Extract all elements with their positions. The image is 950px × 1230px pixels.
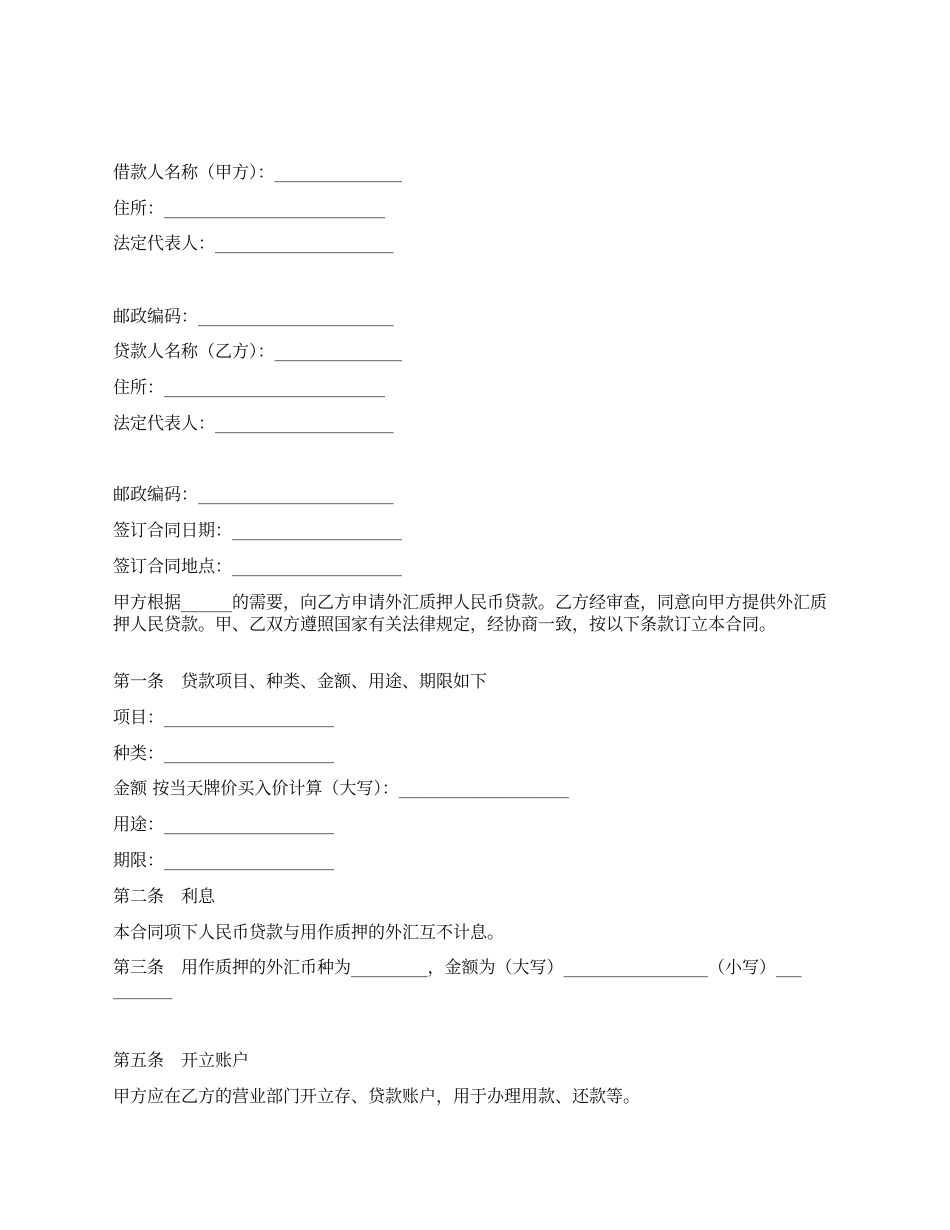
sign-place-field: 签订合同地点：____________________ bbox=[113, 557, 402, 577]
article-3-body: 第三条 用作质押的外汇币种为_________，金额为（大写）_________________（小写）__________ bbox=[113, 958, 802, 1000]
contract-preamble: 甲方根据______的需要，向乙方申请外汇质押人民币贷款。乙方经审查，同意向甲方提供外汇质押人民贷款。甲、乙双方遵照国家有关法律规定，经协商一致，按以下条款订立本合同。 bbox=[113, 593, 827, 635]
article-1-title: 第一条 贷款项目、种类、金额、用途、期限如下 bbox=[113, 672, 487, 692]
article-2-body: 本合同项下人民币贷款与用作质押的外汇互不计息。 bbox=[113, 923, 504, 943]
item-project-field: 项目：____________________ bbox=[113, 708, 334, 728]
lender-name-field: 贷款人名称（乙方）：_______________ bbox=[113, 342, 402, 362]
sign-date-field: 签订合同日期：____________________ bbox=[113, 521, 402, 541]
lender-postcode-field: 邮政编码：_______________________ bbox=[113, 485, 394, 505]
article-2-title: 第二条 利息 bbox=[113, 887, 215, 907]
item-purpose-field: 用途：____________________ bbox=[113, 815, 334, 835]
borrower-name-field: 借款人名称（甲方）：_______________ bbox=[113, 163, 402, 183]
borrower-postcode-field: 邮政编码：_______________________ bbox=[113, 307, 394, 327]
lender-address-field: 住所：__________________________ bbox=[113, 378, 385, 398]
article-5-body: 甲方应在乙方的营业部门开立存、贷款账户，用于办理用款、还款等。 bbox=[113, 1087, 640, 1107]
item-type-field: 种类：____________________ bbox=[113, 744, 334, 764]
item-amount-field: 金额 按当天牌价买入价计算（大写）：____________________ bbox=[113, 779, 569, 799]
borrower-representative-field: 法定代表人：_____________________ bbox=[113, 234, 394, 254]
borrower-address-field: 住所：__________________________ bbox=[113, 199, 385, 219]
article-5-title: 第五条 开立账户 bbox=[113, 1051, 249, 1071]
item-term-field: 期限：____________________ bbox=[113, 851, 334, 871]
lender-representative-field: 法定代表人：_____________________ bbox=[113, 414, 394, 434]
